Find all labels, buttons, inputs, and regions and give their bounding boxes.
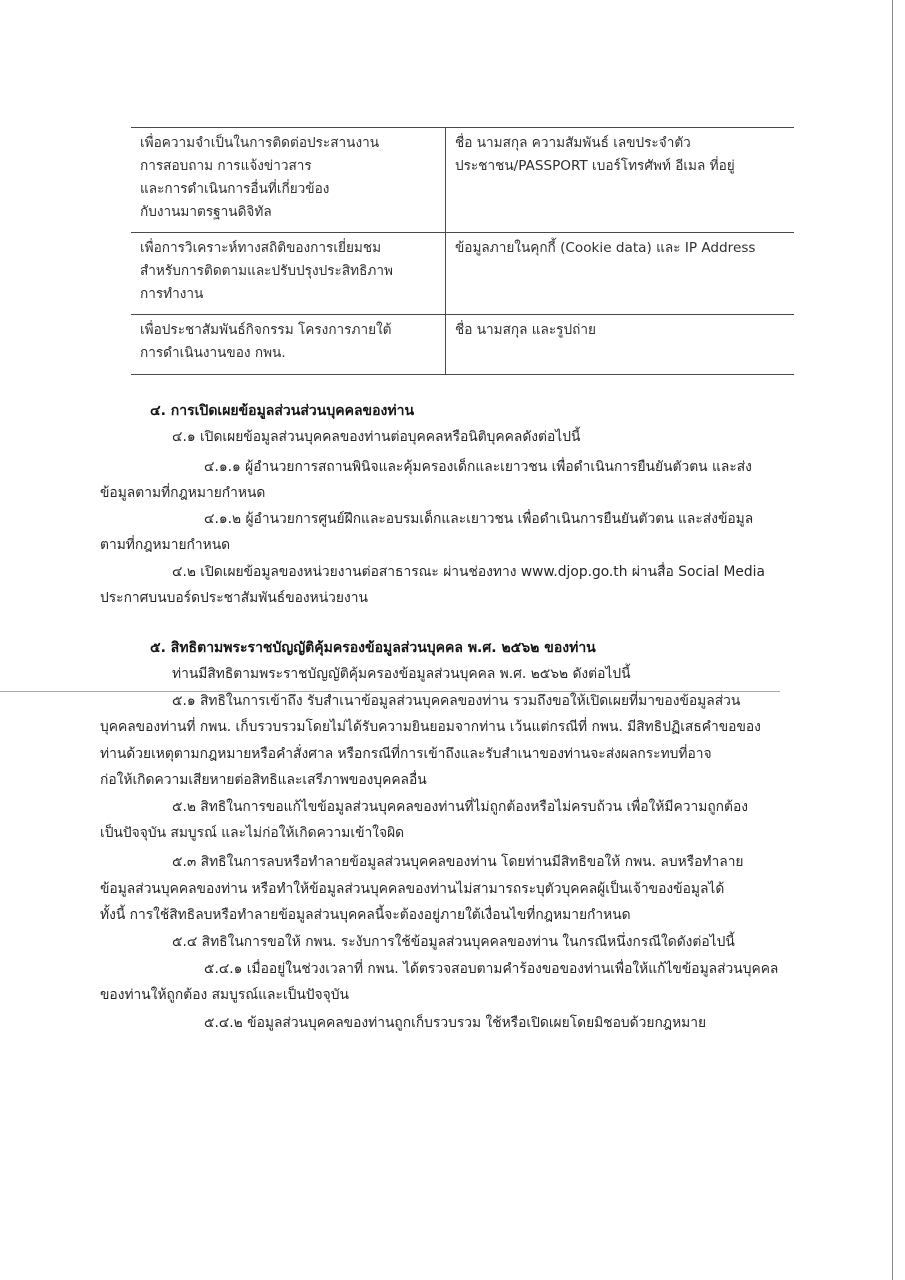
paragraph-5-4-1-cont: ของท่านให้ถูกต้อง สมบูรณ์และเป็นปัจจุบัน [100,987,349,1003]
paragraph-4-2: ๔.๒ เปิดเผยข้อมูลของหน่วยงานต่อสาธารณะ ผ่านช่องทาง www.djop.go.th ผ่านสื่อ Social Media [172,564,765,580]
paragraph-4-1-2-cont: ตามที่กฎหมายกำหนด [100,537,231,553]
paragraph-5-4: ๕.๔ สิทธิในการขอให้ กพน. ระงับการใช้ข้อมูลส่วนบุคคลของท่าน ในกรณีหนึ่งกรณีใดดังต่อไปนี้ [172,934,735,950]
paragraph-5-2-cont: เป็นปัจจุบัน สมบูรณ์ และไม่ก่อให้เกิดความเข้าใจผิด [100,825,405,841]
table-row [131,315,794,375]
paragraph-5-1: ๕.๑ สิทธิในการเข้าถึง รับสำเนาข้อมูลส่วนบุคคลของท่าน รวมถึงขอให้เปิดเผยที่มาของข้อมูลส่วน [172,693,741,709]
table-row [131,233,794,315]
data-cell: ชื่อ นามสกุล และรูปถ่าย [446,315,795,375]
paragraph-5-1-cont: ก่อให้เกิดความเสียหายต่อสิทธิและเสรีภาพของบุคคลอื่น [100,772,427,788]
data-cell: ชื่อ นามสกุล ความสัมพันธ์ เลขประจำตัว ประชาชน/PASSPORT เบอร์โทรศัพท์ อีเมล ที่อยู่ [446,128,795,233]
paragraph-4-1-2: ๔.๑.๒ ผู้อำนวยการศูนย์ฝึกและอบรมเด็กและเยาวชน เพื่อดำเนินการยืนยันตัวตน และส่งข้อมูล [204,511,754,527]
data-cell: ข้อมูลภายในคุกกี้ (Cookie data) และ IP Address [446,233,795,315]
purpose-line: การสอบถาม การแจ้งข่าวสาร [140,158,312,174]
paragraph-5-3-cont: ข้อมูลส่วนบุคคลของท่าน หรือทำให้ข้อมูลส่วนบุคคลของท่านไม่สามารถระบุตัวบุคคลผู้เป็นเจ้าของข้อมูลได้ [100,881,725,897]
section-5-intro: ท่านมีสิทธิตามพระราชบัญญัติคุ้มครองข้อมูลส่วนบุคคล พ.ศ. ๒๕๖๒ ดังต่อไปนี้ [172,666,631,682]
paragraph-4-1: ๔.๑ เปิดเผยข้อมูลส่วนบุคคลของท่านต่อบุคคลหรือนิติบุคคลดังต่อไปนี้ [172,429,581,445]
purpose-line: การดำเนินงานของ กพน. [140,345,286,361]
purpose-line: และการดำเนินการอื่นที่เกี่ยวข้อง [140,181,330,197]
purpose-line: เพื่อการวิเคราะห์ทางสถิติของการเยี่ยมชม [140,240,382,256]
purpose-data-table [131,127,794,375]
scan-page-edge [892,0,893,1280]
paragraph-4-2-cont: ประกาศบนบอร์ดประชาสัมพันธ์ของหน่วยงาน [100,590,368,606]
paragraph-5-4-2: ๕.๔.๒ ข้อมูลส่วนบุคคลของท่านถูกเก็บรวบรวม ใช้หรือเปิดเผยโดยมิชอบด้วยกฎหมาย [204,1015,707,1031]
paragraph-5-1-cont: บุคคลของท่านที่ กพน. เก็บรวบรวมโดยไม่ได้รับความยินยอมจากท่าน เว้นแต่กรณีที่ กพน. มีสิทธิปฏิเสธคำขอของ [100,719,761,735]
purpose-cell [131,315,446,375]
paragraph-5-4-1: ๕.๔.๑ เมื่ออยู่ในช่วงเวลาที่ กพน. ได้ตรวจสอบตามคำร้องขอของท่านเพื่อให้แก้ไขข้อมูลส่วนบุคคล [204,961,779,977]
purpose-cell [131,233,446,315]
paragraph-5-3-cont: ทั้งนี้ การใช้สิทธิลบหรือทำลายข้อมูลส่วนบุคคลนี้จะต้องอยู่ภายใต้เงื่อนไขที่กฎหมายกำหนด [100,907,631,923]
purpose-cell [131,128,446,233]
paragraph-4-1-1-cont: ข้อมูลตามที่กฎหมายกำหนด [100,485,266,501]
paragraph-5-3: ๕.๓ สิทธิในการลบหรือทำลายข้อมูลส่วนบุคคลของท่าน โดยท่านมีสิทธิขอให้ กพน. ลบหรือทำลาย [172,854,744,870]
section-5-heading: ๕. สิทธิตามพระราชบัญญัติคุ้มครองข้อมูลส่วนบุคคล พ.ศ. ๒๕๖๒ ของท่าน [150,640,596,656]
paragraph-5-2: ๕.๒ สิทธิในการขอแก้ไขข้อมูลส่วนบุคคลของท่านที่ไม่ถูกต้องหรือไม่ครบถ้วน เพื่อให้มีความถูกต้อง [172,799,749,815]
purpose-line: เพื่อประชาสัมพันธ์กิจกรรม โครงการภายใต้ [140,322,392,338]
purpose-line: เพื่อความจำเป็นในการติดต่อประสานงาน [140,135,380,151]
section-4-heading: ๔. การเปิดเผยข้อมูลส่วนส่วนบุคคลของท่าน [150,403,415,419]
table-row [131,128,794,233]
paragraph-5-1-cont: ท่านด้วยเหตุตามกฎหมายหรือคำสั่งศาล หรือกรณีที่การเข้าถึงและรับสำเนาของท่านจะส่งผลกระทบที่อาจ [100,746,712,762]
purpose-line: กับงานมาตรฐานดิจิทัล [140,204,272,220]
purpose-line: สำหรับการติดตามและปรับปรุงประสิทธิภาพ [140,263,393,279]
purpose-line: การทำงาน [140,286,204,302]
paragraph-4-1-1: ๔.๑.๑ ผู้อำนวยการสถานพินิจและคุ้มครองเด็กและเยาวชน เพื่อดำเนินการยืนยันตัวตน และส่ง [204,459,752,475]
